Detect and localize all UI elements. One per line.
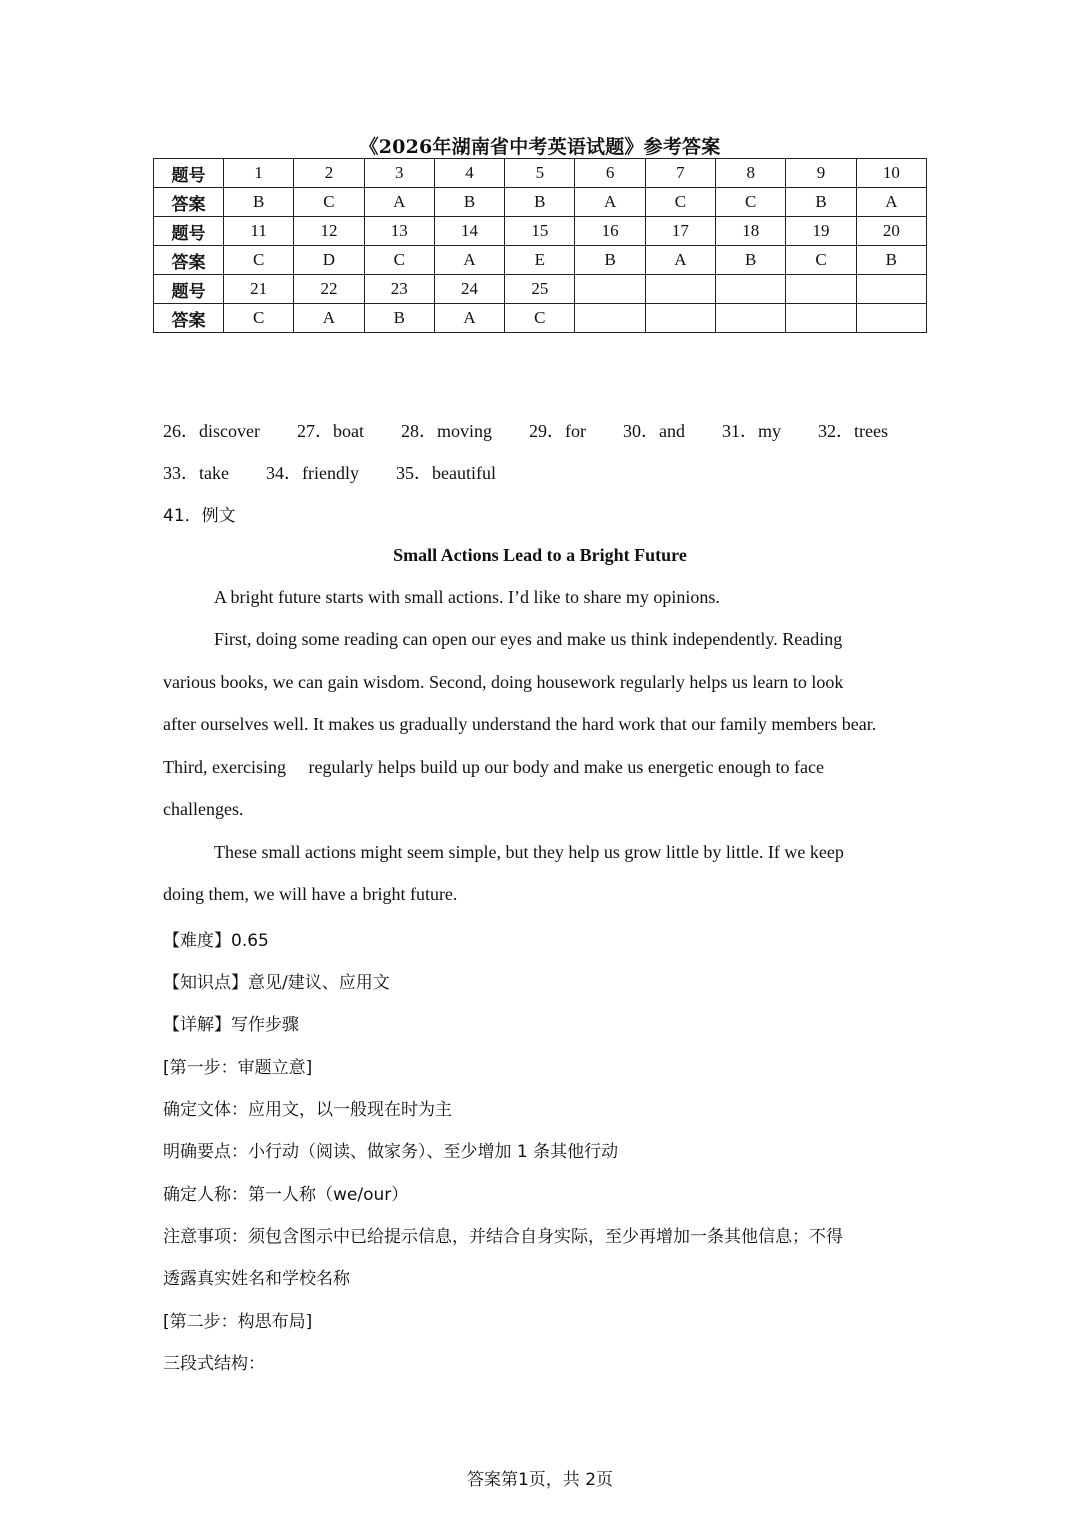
- table-cell: [645, 275, 715, 304]
- table-cell: [716, 304, 786, 333]
- table-row: [154, 304, 927, 333]
- page-footer: 答案第1页，共 2页: [466, 1470, 614, 1490]
- row-header: 答案: [154, 304, 224, 333]
- table-cell: 2: [294, 159, 364, 188]
- analysis-line: 透露真实姓名和学校名称: [163, 1269, 350, 1289]
- table-cell: A: [856, 188, 926, 217]
- table-cell: A: [645, 246, 715, 275]
- row-header: 题号: [154, 159, 224, 188]
- essay-line: challenges.: [163, 799, 244, 819]
- table-cell: A: [575, 188, 645, 217]
- table-cell: 19: [786, 217, 856, 246]
- table-cell: B: [505, 188, 575, 217]
- table-cell: 9: [786, 159, 856, 188]
- blank-answer: 35．beautiful: [395, 463, 496, 483]
- table-cell: [716, 275, 786, 304]
- table-cell: [645, 304, 715, 333]
- table-cell: 6: [575, 159, 645, 188]
- blank-answer: 31．my: [722, 421, 782, 441]
- table-row: [154, 275, 927, 304]
- table-cell: 25: [505, 275, 575, 304]
- step-one-heading: [第一步：审题立意]: [163, 1058, 313, 1078]
- table-cell: B: [786, 188, 856, 217]
- table-cell: 5: [505, 159, 575, 188]
- table-cell: [575, 304, 645, 333]
- table-row: [154, 159, 927, 188]
- table-cell: A: [434, 304, 504, 333]
- table-cell: B: [364, 304, 434, 333]
- table-cell: 1: [224, 159, 294, 188]
- step-two-heading: [第二步：构思布局]: [163, 1312, 313, 1332]
- analysis-line: 三段式结构：: [163, 1354, 265, 1374]
- table-cell: 18: [716, 217, 786, 246]
- knowledge-point: 【知识点】意见/建议、应用文: [163, 973, 390, 993]
- table-cell: 7: [645, 159, 715, 188]
- table-cell: 22: [294, 275, 364, 304]
- analysis-line: 明确要点：小行动（阅读、做家务）、至少增加 1 条其他行动: [163, 1142, 619, 1162]
- essay-line: Third, exercising regularly helps build up our body and make us energetic enough to face: [163, 757, 824, 777]
- table-row: [154, 188, 927, 217]
- row-header: 题号: [154, 217, 224, 246]
- table-cell: C: [645, 188, 715, 217]
- table-cell: A: [294, 304, 364, 333]
- difficulty: 【难度】0.65: [163, 931, 269, 951]
- essay-line: after ourselves well. It makes us gradually understand the hard work that our family members bear.: [163, 714, 877, 734]
- blank-answer: 27．boat: [296, 421, 364, 441]
- essay-title: Small Actions Lead to a Bright Future: [393, 545, 687, 565]
- table-cell: 3: [364, 159, 434, 188]
- table-cell: 20: [856, 217, 926, 246]
- table-cell: [786, 275, 856, 304]
- table-cell: 11: [224, 217, 294, 246]
- blank-answer: 28．moving: [400, 421, 492, 441]
- blank-answer: 26．discover: [163, 421, 260, 441]
- table-cell: C: [224, 246, 294, 275]
- blank-answer: 33．take: [163, 463, 229, 483]
- table-cell: B: [434, 188, 504, 217]
- table-cell: E: [505, 246, 575, 275]
- analysis-line: 确定人称：第一人称（we/our）: [163, 1185, 409, 1205]
- fill-blanks-row-2: [163, 459, 533, 485]
- table-cell: B: [716, 246, 786, 275]
- table-cell: 10: [856, 159, 926, 188]
- table-cell: 24: [434, 275, 504, 304]
- table-cell: 12: [294, 217, 364, 246]
- table-cell: B: [575, 246, 645, 275]
- analysis-line: 注意事项：须包含图示中已给提示信息，并结合自身实际，至少再增加一条其他信息；不得: [163, 1227, 843, 1247]
- essay-line: various books, we can gain wisdom. Second, doing housework regularly helps us learn to look: [163, 672, 844, 692]
- table-cell: 15: [505, 217, 575, 246]
- q41-label: 41．例文: [163, 506, 236, 526]
- table-cell: C: [294, 188, 364, 217]
- table-cell: 14: [434, 217, 504, 246]
- table-cell: 17: [645, 217, 715, 246]
- detail-heading: 【详解】写作步骤: [163, 1015, 299, 1035]
- table-cell: C: [786, 246, 856, 275]
- analysis-line: 确定文体：应用文，以一般现在时为主: [163, 1100, 452, 1120]
- essay-line: First, doing some reading can open our eyes and make us think independently. Reading: [214, 629, 843, 649]
- table-cell: 13: [364, 217, 434, 246]
- table-cell: C: [364, 246, 434, 275]
- essay-line: These small actions might seem simple, but they help us grow little by little. If we keep: [214, 842, 844, 862]
- table-cell: B: [856, 246, 926, 275]
- table-cell: 16: [575, 217, 645, 246]
- table-cell: [786, 304, 856, 333]
- row-header: 题号: [154, 275, 224, 304]
- table-cell: 21: [224, 275, 294, 304]
- fill-blanks-row-1: [163, 417, 888, 443]
- blank-answer: 34．friendly: [265, 463, 359, 483]
- table-cell: 23: [364, 275, 434, 304]
- document-title: 《2026年湖南省中考英语试题》参考答案: [359, 136, 721, 158]
- table-cell: C: [505, 304, 575, 333]
- answer-table: [153, 158, 927, 333]
- table-cell: C: [716, 188, 786, 217]
- blank-answer: 32．trees: [818, 421, 888, 441]
- table-cell: [856, 304, 926, 333]
- blank-answer: 30．and: [623, 421, 685, 441]
- essay-line: A bright future starts with small actions. I’d like to share my opinions.: [214, 587, 720, 607]
- row-header: 答案: [154, 246, 224, 275]
- table-row: [154, 246, 927, 275]
- table-cell: [856, 275, 926, 304]
- blank-answer: 29．for: [529, 421, 586, 441]
- essay-line: doing them, we will have a bright future.: [163, 884, 458, 904]
- table-cell: C: [224, 304, 294, 333]
- row-header: 答案: [154, 188, 224, 217]
- table-cell: D: [294, 246, 364, 275]
- table-cell: A: [364, 188, 434, 217]
- table-cell: [575, 275, 645, 304]
- table-cell: 8: [716, 159, 786, 188]
- table-cell: B: [224, 188, 294, 217]
- table-row: [154, 217, 927, 246]
- table-cell: A: [434, 246, 504, 275]
- table-cell: 4: [434, 159, 504, 188]
